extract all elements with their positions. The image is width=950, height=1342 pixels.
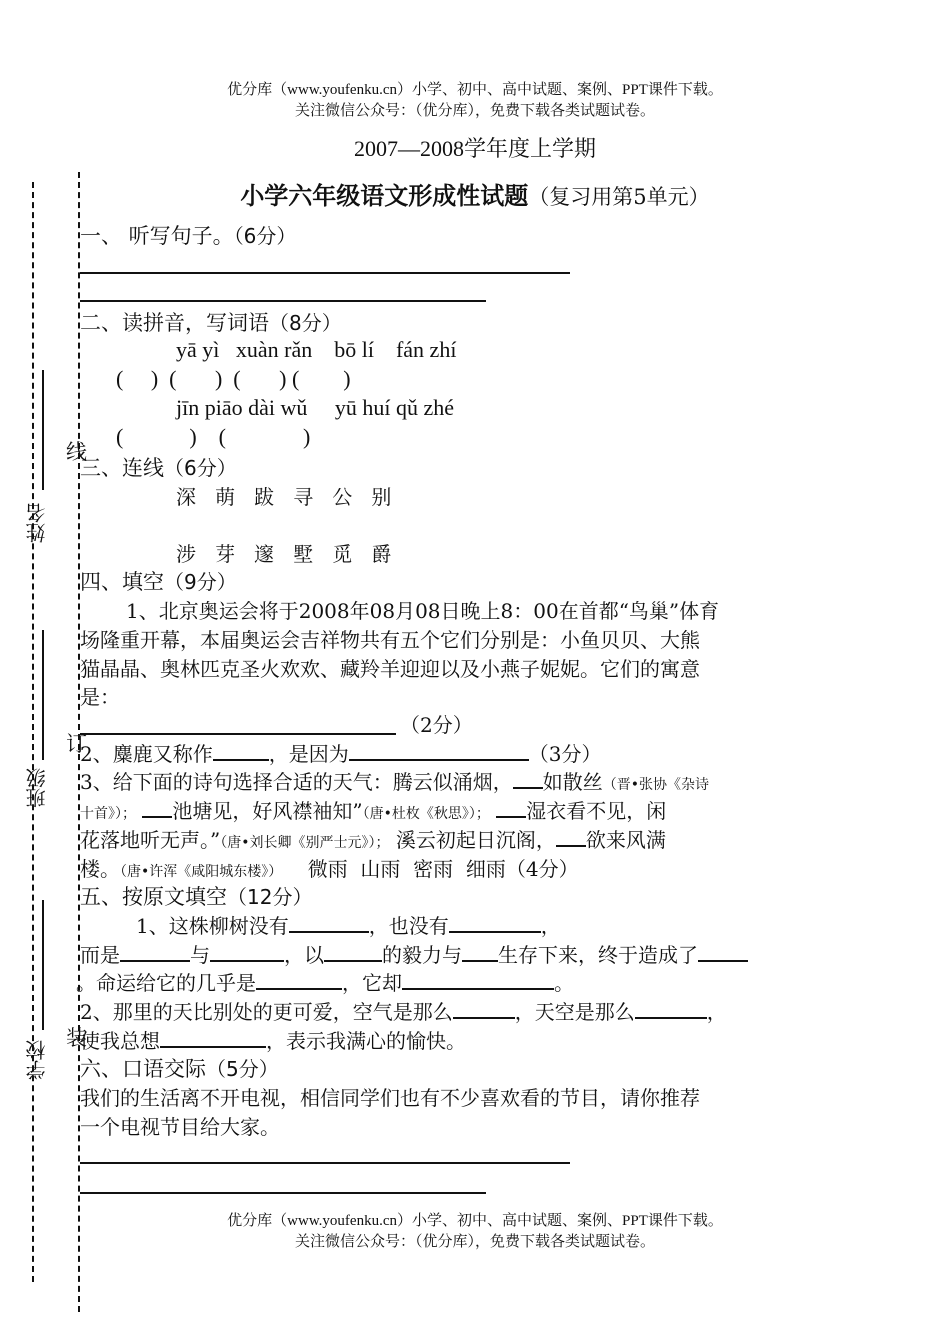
match-row-1[interactable]: 深 萌 跋 寻 公 别 [176,485,392,509]
q4-3-line-3: 花落地听无声。”（唐•刘长卿《别严士元》）； 溪云初起日沉阁， 欲来风满 [80,828,666,852]
q4-3-blank-3[interactable] [496,798,526,818]
q5-1-line-1: 1、这株柳树没有 ，也没有 ， [136,914,561,938]
q4-3-line-2: 十首》）； 池塘见，好风襟袖知”（唐•杜枚《秋思》）； 湿衣看不见，闲 [80,799,667,823]
q4-1-line-3: 猫晶晶、奥林匹克圣火欢欢、藏羚羊迎迎以及小燕子妮妮。它们的寓意 [80,657,700,681]
q5-1-blank-7[interactable] [698,942,748,962]
q4-1-line-4: 是： [80,685,120,709]
q5-1-blank-4[interactable] [210,942,284,962]
binding-dashed-line-outer [32,182,34,1282]
answer-brackets-row-2[interactable]: ( ) ( ) [116,424,311,449]
q4-1-line-2: 场隆重开幕，本届奥运会吉祥物共有五个它们分别是：小鱼贝贝、大熊 [80,628,700,652]
q5-2-blank-2[interactable] [635,999,707,1019]
answer-brackets-row-1[interactable]: ( ) ( ) ( ) ( ) [116,366,351,391]
section-2-heading: 二、读拼音，写词语（8分） [80,311,342,335]
q4-2-blank-1[interactable] [213,741,269,761]
section-6-heading: 六、口语交际（5分） [80,1057,279,1081]
school-label: 学校 [25,1040,49,1080]
header-line-1: 优分库（www.youfenku.cn）小学、初中、高中试题、案例、PPT课件下载。 [227,82,723,98]
q4-3-blank-1[interactable] [513,769,543,789]
q5-2-blank-3[interactable] [160,1028,266,1048]
q4-2: 2、麋鹿又称作 ，是因为 （3分） [80,742,602,766]
pinyin-row-2: jīn piāo dài wǔ yū huí qǔ zhé [176,395,455,420]
q6-answer-line-2[interactable] [80,1192,486,1194]
q5-2-blank-1[interactable] [453,999,515,1019]
q4-1-line-1: 1、北京奥运会将于2008年08月08日晚上8：00在首都“鸟巢”体育 [126,599,720,623]
footer-line-1: 优分库（www.youfenku.cn）小学、初中、高中试题、案例、PPT课件下载。 [227,1213,723,1229]
header-line-2: 关注微信公众号：（优分库），免费下载各类试题试卷。 [294,103,655,119]
pinyin-row-1: yā yì xuàn rǎn bō lí fán zhí [176,337,457,362]
class-label: 班级 [25,768,49,808]
exam-subtitle: （复习用第5单元） [528,185,710,209]
q5-1-blank-1[interactable] [289,913,369,933]
q5-1-blank-5[interactable] [324,942,382,962]
name-field-line [42,370,44,490]
dictation-line-1[interactable] [80,272,570,274]
binding-line-char: 线 [66,440,87,464]
q5-1-blank-6[interactable] [462,942,498,962]
q4-3-blank-2[interactable] [142,798,172,818]
q5-1-line-3: 。命运给它的几乎是 ，它却 。 [76,971,574,995]
q6-answer-line-1[interactable] [80,1162,570,1164]
q4-3-line-4: 楼。（唐•许浑《咸阳城东楼》） 微雨 山雨 密雨 细雨（4分） [80,857,579,881]
q6-line-1: 我们的生活离不开电视，相信同学们也有不少喜欢看的节目，请你推荐 [80,1086,700,1110]
class-field-line [42,630,44,760]
dictation-line-2[interactable] [80,300,486,302]
q4-1-answer-line[interactable] [80,733,396,735]
q5-2-line-2: 使我总想 ，表示我满心的愉快。 [80,1029,466,1053]
school-field-line [42,900,44,1030]
q5-1-blank-8[interactable] [256,970,342,990]
q5-1-blank-2[interactable] [449,913,541,933]
q5-1-blank-9[interactable] [402,970,554,990]
binding-ding-char: 订 [66,732,87,756]
q5-2-line-1: 2、那里的天比别处的更可爱，空气是那么 ，天空是那么 ， [80,1000,727,1024]
school-year: 2007—2008学年度上学期 [353,136,596,161]
exam-title [0,176,950,211]
section-5-heading: 五、按原文填空（12分） [80,885,313,909]
name-label: 姓名 [25,503,49,543]
q5-1-line-2: 而是 与 ，以 的毅力与 生存下来，终于造成了 [80,939,748,968]
exam-title-main: 小学六年级语文形成性试题 [240,182,529,210]
q4-1-score: （2分） [400,713,473,737]
section-4-heading: 四、填空（9分） [80,570,237,594]
section-1-heading: 一、 听写句子。（6分） [80,224,297,248]
q4-2-blank-2[interactable] [349,741,529,761]
section-3-heading: 三、连线（6分） [80,456,237,480]
q5-1-blank-3[interactable] [120,942,190,962]
q6-line-2: 一个电视节目给大家。 [80,1115,280,1139]
match-row-2[interactable]: 涉 芽 邃 墅 觅 爵 [176,542,392,566]
binding-zhuang-char: 装 [66,1026,87,1050]
footer-line-2: 关注微信公众号：（优分库），免费下载各类试题试卷。 [294,1234,655,1250]
q4-3-blank-4[interactable] [556,827,586,847]
q4-3-line-1: 3、给下面的诗句选择合适的天气：腾云似涌烟， 如散丝（晋•张协《杂诗 [80,770,709,794]
